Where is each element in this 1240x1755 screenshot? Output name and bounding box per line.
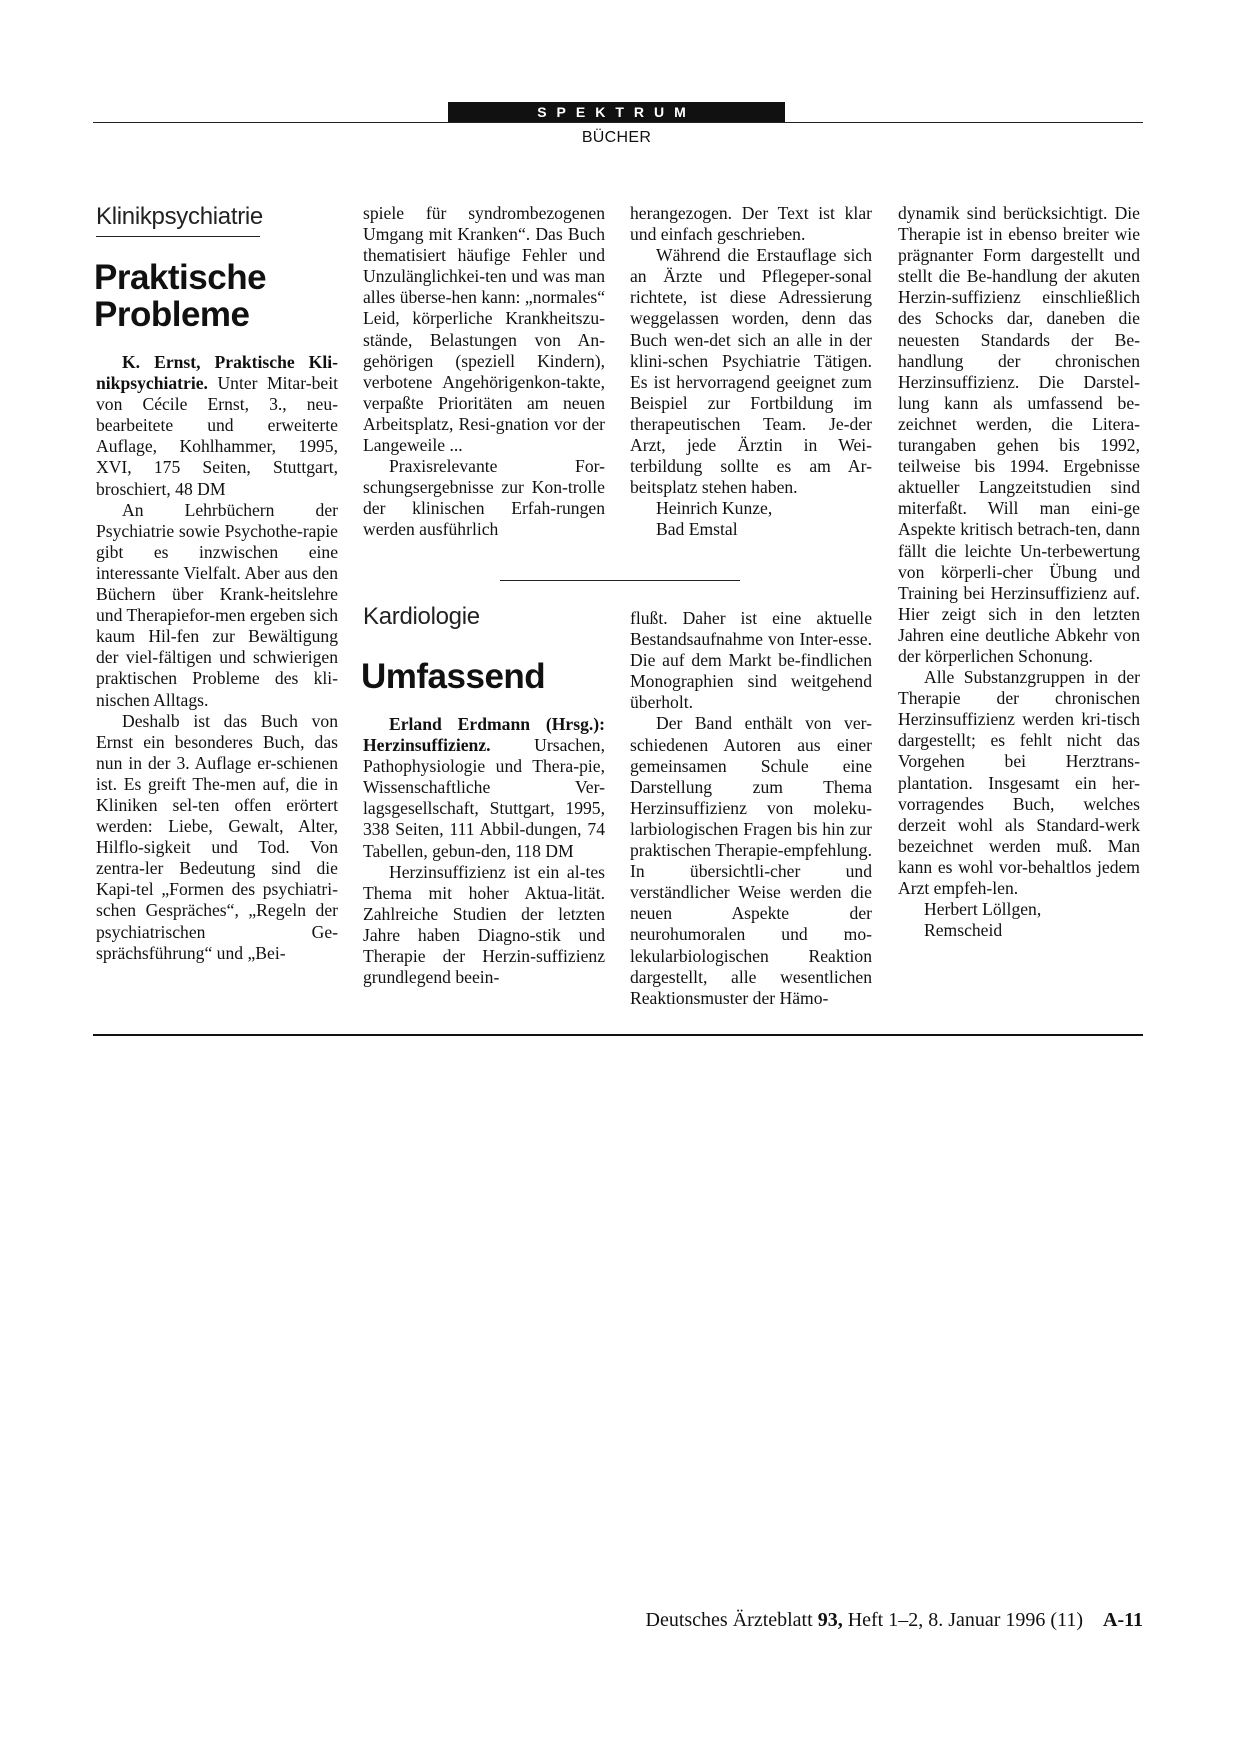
article1-book-details: Unter Mitar-beit von Cécile Ernst, 3., neu-bearbeitete und erweiterte Auflage, Kohlhammer, 1995, XVI, 175 Seiten, Stuttgart, broschiert, 48 DM [96,373,338,499]
article2-column-2 [363,714,605,988]
article2-author-place: Remscheid [924,920,1003,941]
footer-page-number: A-11 [1103,1609,1143,1631]
article1-book-title: K. Ernst, Praktische Kli-nikpsychiatrie. [96,352,338,394]
article1-bibliography [96,352,338,500]
article1-headline [94,259,266,333]
article1-paragraph: Praxisrelevante For-schungsergebnisse zur Kon-trolle der klinischen Erfah-rungen werden ausführlich [363,456,605,540]
article1-column-1 [96,352,338,964]
page-footer [646,1609,1143,1632]
article2-paragraph: dynamik sind berücksichtigt. Die Therapie ist in ebenso breiter wie prägnanter Form dargestellt und stellt die Be-handlung der akuten Herzin-suffizienz einschließlich des Schocks dar, daneben die neuesten Standards der Be-handlung der chronischen Herzinsuffizienz. Die Darstel-lung kann als umfassend be-zeichnet werden, die Litera-turangaben gehen bis 1992, teilweise bis 1994. Ergebnisse aktueller Langzeitstudien sind miterfaßt. Will man eini-ge Aspekte kritisch betrach-ten, dann fällt die leichte Un-terbewertung von körperli-cher Übung und Training bei Herzinsuffizienz auf. Hier zeigt sich in den letzten Jahren eine deutliche Abkehr von der körperlichen Schonung. [898,203,1140,666]
article1-rubric: Klinikpsychiatrie [96,203,263,230]
article1-headline-line1: Praktische [94,258,267,297]
article2-book-details: Ursachen, Pathophysiologie und Thera-pie, Wissenschaftliche Ver-lagsgesellschaft, Stuttgart, 1995, 338 Seiten, 111 Abbil-dungen, 74 Tabellen, gebun-den, 118 DM [363,735,605,861]
article1-paragraph: Während die Erstauflage sich an Ärzte und Pflegeper-sonal richtete, ist diese Adressierung weggelassen worden, denn das Buch wen-det sich an alle in der klini-schen Psychiatrie Tätigen. Es ist hervorragend geeignet zum Beispiel zur Fortbildung im therapeutischen Team. Je-der Arzt, jede Ärztin in Wei-terbildung sollte es am Ar-beitsplatz stehen haben. [630,245,872,498]
section-subtitle: BÜCHER [581,129,652,146]
article2-paragraph: Der Band enthält von ver-schiedenen Autoren aus einer gemeinsamen Schule eine Darstellung zum Thema Herzinsuffizienz von moleku-larbiologischen Fragen bis hin zur praktischen Therapie-empfehlung. In übersichtli-cher und verständlicher Weise werden die neuen Aspekte der neurohumoralen und mo-lekularbiologischen Reaktion dargestellt, alle wesentlichen Reaktionsmuster der Hämo- [630,713,872,1008]
article2-paragraph: Herzinsuffizienz ist ein al-tes Thema mit hoher Aktua-lität. Zahlreiche Studien der letzten Jahre haben Diagno-stik und Therapie der Herzin-suffizienz grundlegend beein- [363,861,605,988]
article2-author: Herbert Löllgen, [924,899,1042,920]
article1-headline-line2: Probleme [94,295,250,334]
footer-volume: 93, [817,1609,843,1631]
footer-journal: Deutsches Ärzteblatt [645,1609,813,1631]
article2-column-4 [898,203,1140,941]
article1-paragraph: herangezogen. Der Text ist klar und einfach geschrieben. [630,203,872,245]
article2-paragraph: Alle Substanzgruppen in der Therapie der chronischen Herzinsuffizienz werden kri-tisch dargestellt; es fehlt nicht das Vorgehen bei Herztrans-plantation. Insgesamt ein her-vorragendes Buch, welches derzeit wohl als Standard-werk bezeichnet werden muß. Man kann es wohl vor-behaltlos jedem Arzt empfeh-len. [898,667,1140,898]
article1-author: Heinrich Kunze, [656,498,773,519]
header-rule [93,122,1143,123]
article1-rubric-rule [96,236,260,237]
article1-column-3 [630,203,872,541]
footer-issue: Heft 1–2, 8. Januar 1996 (11) [847,1609,1083,1631]
article2-headline: Umfassend [361,657,546,696]
article2-paragraph: flußt. Daher ist eine aktuelle Bestandsaufnahme von Inter-esse. Die auf dem Markt be-findlichen Monographien sind weitgehend überholt. [630,608,872,713]
article1-author-place: Bad Emstal [656,519,738,540]
section-banner: SPEKTRUM [448,102,785,122]
article2-rubric: Kardiologie [363,603,480,630]
article2-column-3 [630,608,872,1009]
article2-book-title: Erland Erdmann (Hrsg.): Herzinsuffizienz. [363,714,605,756]
article1-column-2 [363,203,605,541]
article1-paragraph: spiele für syndrombezogenen Umgang mit Kranken“. Das Buch thematisiert häufige Fehler und Unzulänglichkei-ten und was man alles überse-hen kann: „normales“ Leid, körperliche Krankheitszu-stände, Belastungen von An-gehörigen (speziell Kindern), verbotene Angehörigenkon-takte, verpaßte Prioritäten am neuen Arbeitsplatz, Resi-gnation vor der Langeweile ... [363,203,605,456]
bottom-rule [93,1034,1143,1036]
article-divider [500,580,740,581]
article1-paragraph: Deshalb ist das Buch von Ernst ein besonderes Buch, das nun in der 3. Auflage er-schienen ist. Es greift The-men auf, die in Kliniken sel-ten offen erörtert werden: Liebe, Gewalt, Alter, Hilflo-sigkeit und Tod. Von zentra-ler Bedeutung sind die Kapi-tel „Formen des psychiatri-schen Gespräches“, „Regeln der psychiatrischen Ge-sprächsführung“ und „Bei- [96,710,338,963]
article2-bibliography [363,714,605,862]
article1-paragraph: An Lehrbüchern der Psychiatrie sowie Psychothe-rapie gibt es inzwischen eine interessante Vielfalt. Aber aus den Büchern über Krank-heitslehre und Therapiefor-men ergeben sich kaum Hil-fen zur Bewältigung der viel-fältigen und schwierigen praktischen Probleme des kli-nischen Alltags. [96,499,338,710]
